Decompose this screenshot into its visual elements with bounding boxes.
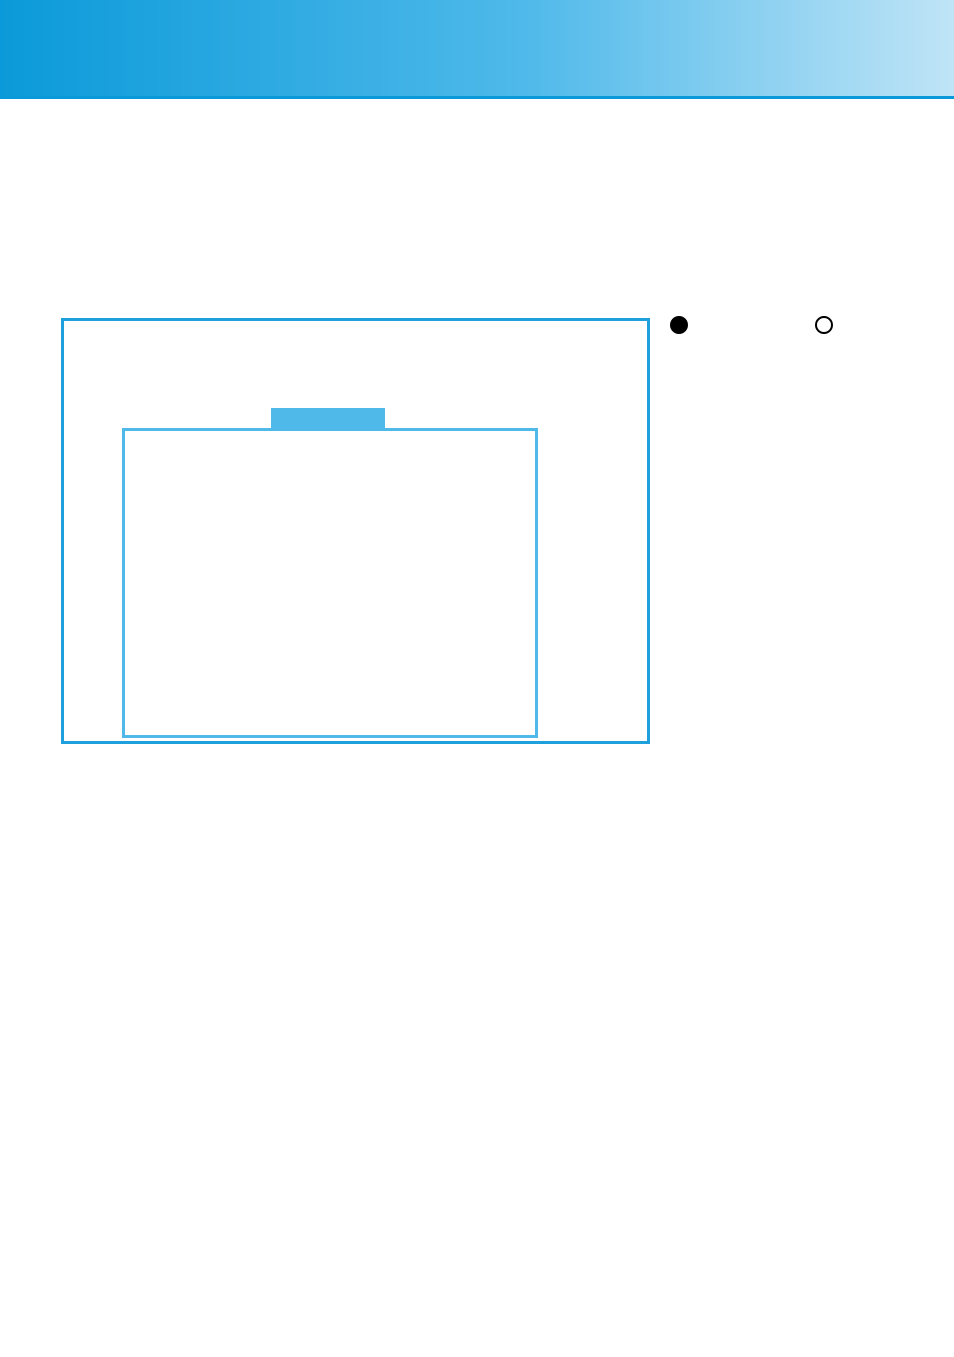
note-ja <box>58 124 848 142</box>
open-hole-icon <box>815 316 833 334</box>
note-de <box>58 172 848 190</box>
notes-section <box>58 120 848 196</box>
header-banner <box>0 0 954 96</box>
closed-hole-icon <box>670 316 688 334</box>
model-range-box <box>122 428 538 738</box>
model-badge <box>271 408 385 428</box>
note-en <box>58 148 848 166</box>
header-rule <box>0 96 954 99</box>
